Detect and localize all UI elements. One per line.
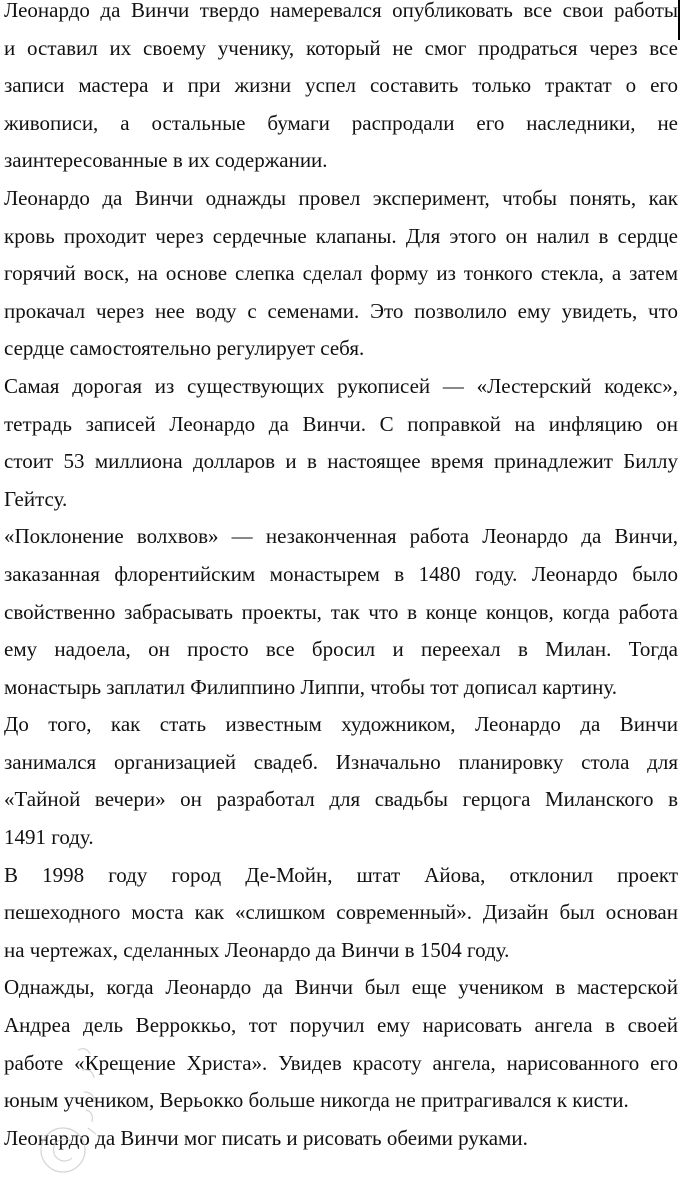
paragraph: [4, 368, 678, 518]
text-line: В 1998 году город Де-Мойн, штат Айова, отклонил проект: [4, 862, 678, 887]
text-line: ему надоела, он просто все бросил и переехал в Милан. Тогда: [4, 637, 678, 662]
text-line: и оставил их своему ученику, который не смог продраться через все: [4, 35, 678, 60]
text-line: «Тайной вечери» он разработал для свадьбы герцога Миланского в: [4, 787, 678, 812]
text-line: работе «Крещение Христа». Увидев красоту ангела, нарисованного его: [4, 1050, 678, 1075]
text-line: кровь проходит через сердечные клапаны. Для этого он налил в сердце: [4, 223, 678, 248]
text-line: пешеходного моста как «слишком современный». Дизайн был основан: [4, 900, 678, 925]
text-line: горячий воск, на основе слепка сделал форму из тонкого стекла, а затем: [4, 261, 678, 286]
document-body: [4, 0, 678, 1157]
text-line: Андреа дель Верроккьо, тот поручил ему нарисовать ангела в своей: [4, 1013, 678, 1038]
paragraph: [4, 969, 678, 1119]
text-line: живописи, а остальные бумаги распродали его наследники, не: [4, 110, 678, 135]
text-line: записи мастера и при жизни успел составить только трактат о его: [4, 73, 678, 98]
paragraph: [4, 1120, 678, 1158]
paragraph: [4, 706, 678, 856]
text-line: тетрадь записей Леонардо да Винчи. С поправкой на инфляцию он: [4, 411, 678, 436]
text-line: До того, как стать известным художником, Леонардо да Винчи: [4, 712, 678, 737]
text-line: заказанная флорентийским монастырем в 1480 году. Леонардо было: [4, 561, 678, 586]
text-line: на чертежах, сделанных Леонардо да Винчи в 1504 году.: [4, 937, 510, 962]
text-line: Гейтсу.: [4, 486, 68, 511]
text-line: 1491 году.: [4, 825, 94, 850]
text-line: прокачал через нее воду с семенами. Это позволило ему увидеть, что: [4, 298, 678, 323]
text-line: стоит 53 миллиона долларов и в настоящее время принадлежит Биллу: [4, 449, 678, 474]
text-line: Леонардо да Винчи однажды провел эксперимент, чтобы понять, как: [4, 185, 678, 210]
text-line: «Поклонение волхвов» — незаконченная работа Леонардо да Винчи,: [4, 524, 678, 549]
text-line: заинтересованные в их содержании.: [4, 148, 328, 173]
text-line: Леонардо да Винчи мог писать и рисовать обеими руками.: [4, 1125, 528, 1150]
text-line: юным учеником, Верьокко больше никогда не притрагивался к кисти.: [4, 1088, 629, 1113]
paragraph: [4, 857, 678, 970]
text-line: сердце самостоятельно регулирует себя.: [4, 336, 365, 361]
text-line: Леонардо да Винчи твердо намеревался опубликовать все свои работы: [4, 0, 678, 22]
paragraph: [4, 0, 678, 180]
paragraph: [4, 180, 678, 368]
text-line: монастырь заплатил Филиппино Липпи, чтобы тот дописал картину.: [4, 674, 617, 699]
text-line: Однажды, когда Леонардо да Винчи был еще учеником в мастерской: [4, 975, 678, 1000]
paragraph: [4, 518, 678, 706]
text-line: свойственно забрасывать проекты, так что в конце концов, когда работа: [4, 599, 678, 624]
text-line: Самая дорогая из существующих рукописей — «Лестерский кодекс»,: [4, 373, 678, 398]
text-line: занимался организацией свадеб. Изначально планировку стола для: [4, 749, 678, 774]
